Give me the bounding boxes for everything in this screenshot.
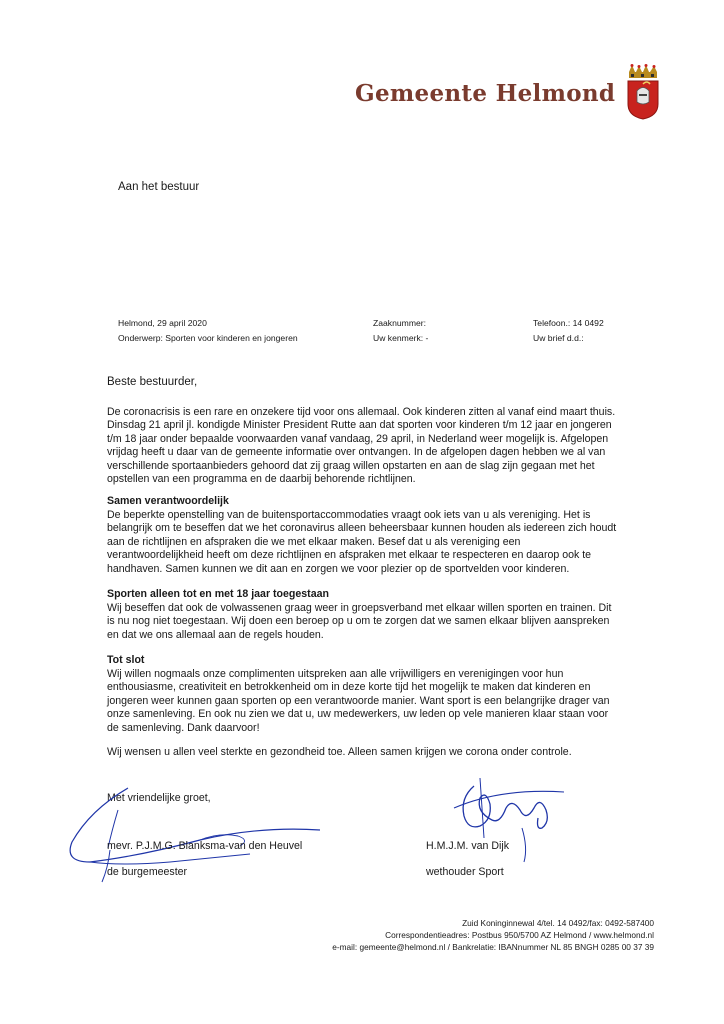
section-heading: Sporten alleen tot en met 18 jaar toegestaan: [107, 588, 329, 600]
paragraph-line: onze samenleving. En ook nu zien we dat u, uw medewerkers, uw leden op vele manieren klaar staan voor: [107, 708, 609, 721]
case-number: Zaaknummer:: [373, 318, 427, 328]
footer-contact: e-mail: gemeente@helmond.nl / Bankrelatie: IBANnummer NL 85 BNGH 0285 00 37 39: [332, 942, 654, 952]
paragraph-line: verschillende sportaanbieders gehoord dat zij graag willen opstarten en aan de slag zijn gegaan met het: [107, 459, 595, 472]
helmond-coat-of-arms-icon: [625, 64, 661, 120]
paragraph-line: verantwoordelijkheid heeft om deze richtlijnen en afspraken met elkaar te respecteren en daarop ook te: [107, 549, 592, 562]
section-paragraph: [107, 602, 632, 642]
paragraph-line: De coronacrisis is een rare en onzekere tijd voor ons allemaal. Ook kinderen zitten al vanaf eind maart thuis.: [107, 406, 616, 418]
paragraph-line: handhaven. Samen kunnen we dit aan en zorgen we voor plezier op de sportvelden voor kinderen.: [107, 562, 570, 575]
mayor-title: de burgemeester: [107, 866, 188, 878]
paragraph-line: t/m 18 jaar onder bepaalde voorwaarden vanaf vandaag, 29 april, in Nederland weer mogelijk is. Afgelopen: [107, 432, 609, 445]
sign-off: Met vriendelijke groet,: [107, 792, 211, 804]
footer-correspondence: Correspondentieadres: Postbus 950/5700 AZ Helmond / www.helmond.nl: [385, 930, 654, 940]
alderman-signature-icon: [440, 768, 580, 868]
your-letter-date: Uw brief d.d.:: [533, 333, 584, 343]
footer-address: Zuid Koninginnewal 4/tel. 14 0492/fax: 0492-587400: [462, 918, 654, 928]
section-heading: Samen verantwoordelijk: [107, 495, 229, 507]
paragraph-line: is nu nog niet toegestaan. Wij doen een beroep op u om te zorgen dat we samen elkaar blijven aanspreken: [107, 615, 610, 628]
paragraph-line: Wij willen nogmaals onze complimenten uitspreken aan alle vrijwilligers en verenigingen voor hun: [107, 668, 564, 680]
subject: Onderwerp: Sporten voor kinderen en jongeren: [118, 333, 298, 343]
place-date: Helmond, 29 april 2020: [118, 318, 207, 328]
section-heading: Tot slot: [107, 654, 145, 666]
paragraph-line: Wij wensen u allen veel sterkte en gezondheid toe. Alleen samen krijgen we corona onder controle.: [107, 746, 572, 758]
salutation: Beste bestuurder,: [107, 376, 198, 388]
paragraph-line: opstellen van een programma en de daarbij behorende richtlijnen.: [107, 473, 416, 486]
paragraph-line: enthousiasme, creativiteit en betrokkenheid om in deze korte tijd het mogelijk te maken dat kinderen en: [107, 681, 591, 694]
organization-name: Gemeente Helmond: [355, 80, 616, 107]
paragraph-line: Dinsdag 21 april jl. kondigde Minister President Rutte aan dat sporten voor kinderen t/m 12 jaar en jongeren: [107, 419, 612, 432]
closing-wish: [107, 746, 632, 759]
paragraph-line: De beperkte openstelling van de buitensportaccommodaties vraagt ook iets van u als vereniging. Het is: [107, 509, 591, 521]
paragraph-line: belangrijk om te beseffen dat we het coronavirus alleen beheersbaar kunnen houden als iedereen zich houdt: [107, 522, 617, 535]
phone-number: Telefoon.: 14 0492: [533, 318, 604, 328]
paragraph-line: de samenleving. Dank daarvoor!: [107, 721, 260, 734]
alderman-title: wethouder Sport: [426, 866, 504, 878]
intro-paragraph: [107, 406, 632, 486]
section-paragraph: [107, 509, 632, 576]
mayor-name: mevr. P.J.M.G. Blanksma-van den Heuvel: [107, 840, 303, 852]
your-reference: Uw kenmerk: -: [373, 333, 429, 343]
paragraph-line: aan de richtlijnen en afspraken die we met elkaar maken. Besef dat u als vereniging een: [107, 535, 521, 548]
paragraph-line: vrijdag heeft u daar van de gemeente informatie over ontvangen. In de afgelopen dagen hebben we al van: [107, 446, 606, 459]
paragraph-line: jongeren weer kunnen gaan sporten op een verantwoorde manier. Want sport is een belangrijke drager van: [107, 694, 610, 707]
section-paragraph: [107, 668, 632, 735]
paragraph-line: en dat we ons allemaal aan de regels houden.: [107, 628, 324, 641]
addressee: Aan het bestuur: [118, 181, 200, 193]
alderman-name: H.M.J.M. van Dijk: [426, 840, 509, 852]
paragraph-line: Wij beseffen dat ook de volwassenen graag weer in groepsverband met elkaar willen sporten en trainen. Dit: [107, 602, 612, 614]
mayor-signature-icon: [50, 770, 340, 900]
